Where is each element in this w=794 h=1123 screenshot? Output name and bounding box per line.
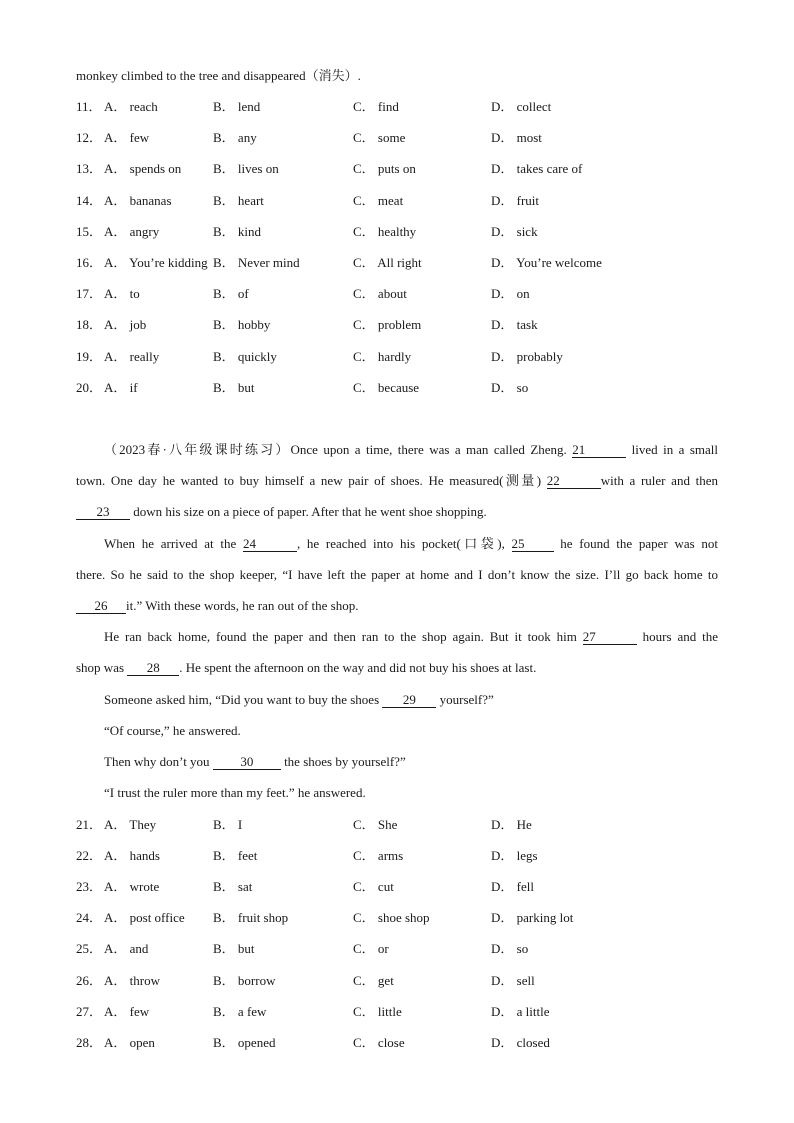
option-a: A． and xyxy=(104,941,149,956)
option-d: D． sell xyxy=(491,973,535,988)
question-number: 26． xyxy=(76,973,103,988)
option-c: C． meat xyxy=(353,193,404,208)
question-number: 11． xyxy=(76,99,102,114)
question-number: 14． xyxy=(76,193,103,208)
blank-22: 22 xyxy=(547,474,601,489)
passage-line xyxy=(76,473,718,489)
option-c: C． puts on xyxy=(353,161,416,176)
option-c: C． close xyxy=(353,1035,405,1050)
option-c: C． hardly xyxy=(353,349,412,364)
option-b: B． quickly xyxy=(213,349,277,364)
option-d: D． fruit xyxy=(491,193,540,208)
option-d: D． sick xyxy=(491,224,538,239)
passage-text: , he reached into his pocket(口袋), xyxy=(296,536,505,551)
option-d: D． legs xyxy=(491,848,538,863)
option-b: B． fruit shop xyxy=(213,910,289,925)
option-a: A． hands xyxy=(104,848,160,863)
passage-text: it.” With these words, he ran out of the shop. xyxy=(126,598,359,613)
passage-line: there. So he said to the shop keeper, “I have left the paper at home and I don’t know the size. I’ll go back home to xyxy=(76,567,718,582)
option-a: A． wrote xyxy=(104,879,160,894)
option-a: A． spends on xyxy=(104,161,182,176)
option-b: B． any xyxy=(213,130,257,145)
passage-line xyxy=(76,598,718,614)
passage-text: Someone asked him, “Did you want to buy the shoes xyxy=(104,692,380,707)
option-d: D． collect xyxy=(491,99,552,114)
passage-line: “I trust the ruler more than my feet.” he answered. xyxy=(104,785,366,800)
option-d: D． on xyxy=(491,286,530,301)
passage-line xyxy=(104,442,718,458)
passage-text: He ran back home, found the paper and then ran to the shop again. But it took him xyxy=(104,629,577,644)
option-d: D． He xyxy=(491,817,532,832)
passage-line: “Of course,” he answered. xyxy=(104,723,241,738)
option-d: D． fell xyxy=(491,879,534,894)
option-c: C． about xyxy=(353,286,407,301)
option-c: C． She xyxy=(353,817,398,832)
question-number: 22． xyxy=(76,848,103,863)
option-a: A． reach xyxy=(104,99,158,114)
option-c: C． arms xyxy=(353,848,404,863)
question-number: 28． xyxy=(76,1035,103,1050)
passage-text: hours and the xyxy=(642,629,719,644)
option-a: A． job xyxy=(104,317,147,332)
option-a: A． bananas xyxy=(104,193,172,208)
passage-text: lived in a small xyxy=(631,442,719,457)
option-a: A． few xyxy=(104,1004,150,1019)
question-number: 13． xyxy=(76,161,103,176)
passage-text: When he arrived at the xyxy=(104,536,237,551)
option-d: D． closed xyxy=(491,1035,550,1050)
option-c: C． healthy xyxy=(353,224,417,239)
option-b: B． of xyxy=(213,286,249,301)
option-a: A． to xyxy=(104,286,140,301)
passage-text: yourself?” xyxy=(439,692,494,707)
question-number: 18． xyxy=(76,317,103,332)
question-number: 20． xyxy=(76,380,103,395)
passage-text: the shoes by yourself?” xyxy=(284,754,406,769)
passage-line xyxy=(104,692,746,708)
option-d: D． so xyxy=(491,380,529,395)
passage-text: . He spent the afternoon on the way and did not buy his shoes at last. xyxy=(179,660,537,675)
blank-27: 27 xyxy=(583,630,637,645)
option-c: C． All right xyxy=(353,255,422,270)
option-b: B． sat xyxy=(213,879,253,894)
option-a: A． open xyxy=(104,1035,155,1050)
passage-line xyxy=(76,504,718,520)
blank-30: 30 xyxy=(213,755,281,770)
passage-line xyxy=(104,629,718,645)
passage-text: with a ruler and then xyxy=(600,473,719,488)
option-b: B． opened xyxy=(213,1035,276,1050)
option-a: A． if xyxy=(104,380,138,395)
option-d: D． parking lot xyxy=(491,910,574,925)
blank-21: 21 xyxy=(572,443,626,458)
option-b: B． but xyxy=(213,380,255,395)
option-d: D． so xyxy=(491,941,529,956)
option-b: B． Never mind xyxy=(213,255,300,270)
question-number: 16． xyxy=(76,255,103,270)
option-c: C． get xyxy=(353,973,394,988)
option-a: A． They xyxy=(104,817,157,832)
option-c: C． shoe shop xyxy=(353,910,430,925)
intro-line: monkey climbed to the tree and disappeared（消失）. xyxy=(76,68,361,83)
option-a: A． You’re kidding xyxy=(104,255,208,270)
option-b: B． I xyxy=(213,817,243,832)
option-c: C． or xyxy=(353,941,389,956)
option-c: C． find xyxy=(353,99,399,114)
option-d: D． task xyxy=(491,317,538,332)
question-number: 12． xyxy=(76,130,103,145)
blank-26: 26 xyxy=(76,599,126,614)
question-number: 25． xyxy=(76,941,103,956)
question-number: 19． xyxy=(76,349,103,364)
option-b: B． a few xyxy=(213,1004,267,1019)
passage-text: Then why don’t you xyxy=(104,754,210,769)
passage-text: （2023春·八年级课时练习）Once upon a time, there was a man called Zheng. xyxy=(104,442,567,457)
option-d: D． You’re welcome xyxy=(491,255,602,270)
option-a: A． few xyxy=(104,130,150,145)
option-b: B． but xyxy=(213,941,255,956)
question-number: 27． xyxy=(76,1004,103,1019)
question-number: 15． xyxy=(76,224,103,239)
option-d: D． a little xyxy=(491,1004,550,1019)
passage-text: town. One day he wanted to buy himself a new pair of shoes. He measured(测量) xyxy=(76,473,542,488)
option-c: C． problem xyxy=(353,317,422,332)
passage-line xyxy=(104,754,746,770)
question-number: 21． xyxy=(76,817,103,832)
option-d: D． most xyxy=(491,130,542,145)
passage-text: shop was xyxy=(76,660,125,675)
option-b: B． kind xyxy=(213,224,262,239)
question-number: 17． xyxy=(76,286,103,301)
option-a: A． throw xyxy=(104,973,160,988)
passage-text: he found the paper was not xyxy=(560,536,719,551)
passage-line xyxy=(76,660,718,676)
option-c: C． because xyxy=(353,380,420,395)
option-d: D． probably xyxy=(491,349,563,364)
question-number: 23． xyxy=(76,879,103,894)
option-c: C． cut xyxy=(353,879,394,894)
option-b: B． hobby xyxy=(213,317,271,332)
blank-28: 28 xyxy=(127,661,179,676)
passage-text: down his size on a piece of paper. After that he went shoe shopping. xyxy=(133,504,487,519)
option-b: B． borrow xyxy=(213,973,276,988)
passage-line xyxy=(104,536,718,552)
blank-29: 29 xyxy=(382,693,436,708)
option-b: B． lives on xyxy=(213,161,279,176)
option-c: C． some xyxy=(353,130,406,145)
option-d: D． takes care of xyxy=(491,161,583,176)
option-a: A． post office xyxy=(104,910,185,925)
option-c: C． little xyxy=(353,1004,402,1019)
question-number: 24． xyxy=(76,910,103,925)
blank-24: 24 xyxy=(243,537,297,552)
option-b: B． lend xyxy=(213,99,261,114)
option-a: A． really xyxy=(104,349,160,364)
option-b: B． heart xyxy=(213,193,264,208)
option-a: A． angry xyxy=(104,224,160,239)
blank-23: 23 xyxy=(76,505,130,520)
option-b: B． feet xyxy=(213,848,258,863)
blank-25: 25 xyxy=(512,537,554,552)
